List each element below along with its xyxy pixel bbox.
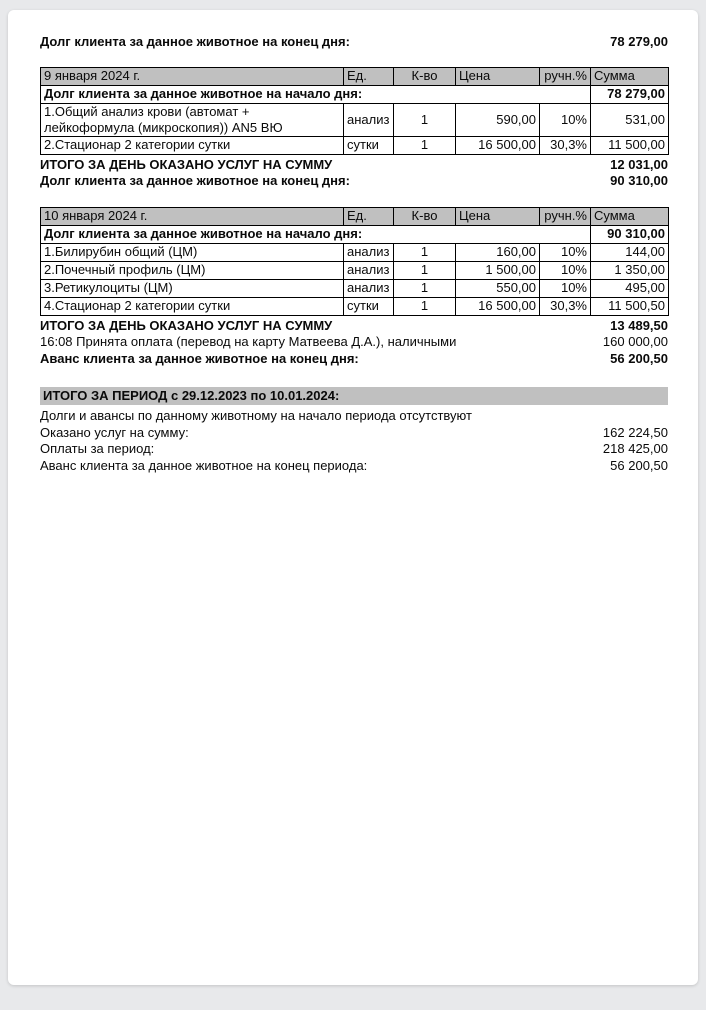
day-total-label: ИТОГО ЗА ДЕНЬ ОКАЗАНО УСЛУГ НА СУММУ bbox=[40, 156, 333, 172]
opening-debt-value: 78 279,00 bbox=[591, 85, 669, 103]
cell-sum: 531,00 bbox=[591, 103, 669, 136]
day-2-totals bbox=[40, 318, 668, 367]
day-total-value: 12 031,00 bbox=[610, 156, 668, 172]
day-total-value: 13 489,50 bbox=[610, 317, 668, 333]
service-row bbox=[41, 136, 669, 154]
col-sum: Сумма bbox=[591, 67, 669, 85]
period-advance-value: 56 200,50 bbox=[610, 457, 668, 473]
closing-debt-line bbox=[40, 173, 668, 189]
cell-unit: анализ bbox=[344, 243, 394, 261]
cell-sum: 495,00 bbox=[591, 279, 669, 297]
cell-service-name: 1.Общий анализ крови (автомат + лейкоформула (микроскопия)) AN5 ВЮ bbox=[41, 103, 344, 136]
cell-manual: 30,3% bbox=[540, 136, 591, 154]
payments-total-line bbox=[40, 441, 668, 457]
closing-debt-label: Долг клиента за данное животное на конец дня: bbox=[40, 34, 350, 49]
col-price: Цена bbox=[456, 207, 540, 225]
col-qty: К-во bbox=[394, 67, 456, 85]
cell-price: 590,00 bbox=[456, 103, 540, 136]
cell-unit: сутки bbox=[344, 297, 394, 315]
screenshot-root bbox=[0, 10, 706, 1010]
cell-service-name: 3.Ретикулоциты (ЦМ) bbox=[41, 279, 344, 297]
cell-service-name: 4.Стационар 2 категории сутки bbox=[41, 297, 344, 315]
document-page bbox=[8, 10, 698, 985]
cell-manual: 10% bbox=[540, 103, 591, 136]
cell-manual: 10% bbox=[540, 243, 591, 261]
payment-value: 160 000,00 bbox=[602, 334, 668, 349]
period-summary bbox=[40, 387, 668, 473]
report-content bbox=[40, 34, 668, 473]
col-qty: К-во bbox=[394, 207, 456, 225]
col-unit: Ед. bbox=[344, 67, 394, 85]
day-total-line bbox=[40, 318, 668, 334]
cell-service-name: 2.Стационар 2 категории сутки bbox=[41, 136, 344, 154]
cell-price: 160,00 bbox=[456, 243, 540, 261]
period-advance-line bbox=[40, 458, 668, 474]
cell-sum: 1 350,00 bbox=[591, 261, 669, 279]
closing-debt-value: 78 279,00 bbox=[610, 34, 668, 49]
cell-qty: 1 bbox=[394, 136, 456, 154]
cell-sum: 11 500,00 bbox=[591, 136, 669, 154]
services-total-line bbox=[40, 425, 668, 441]
cell-price: 1 500,00 bbox=[456, 261, 540, 279]
cell-price: 16 500,00 bbox=[456, 297, 540, 315]
cell-manual: 10% bbox=[540, 261, 591, 279]
table-header-row bbox=[41, 207, 669, 225]
advance-value: 56 200,50 bbox=[610, 350, 668, 366]
opening-debt-row bbox=[41, 225, 669, 243]
services-total-value: 162 224,50 bbox=[602, 424, 668, 440]
cell-service-name: 2.Почечный профиль (ЦМ) bbox=[41, 261, 344, 279]
cell-price: 550,00 bbox=[456, 279, 540, 297]
cell-qty: 1 bbox=[394, 243, 456, 261]
day-1-totals bbox=[40, 157, 668, 189]
opening-debt-value: 90 310,00 bbox=[591, 225, 669, 243]
service-row bbox=[41, 261, 669, 279]
col-price: Цена bbox=[456, 67, 540, 85]
closing-debt-value: 90 310,00 bbox=[610, 173, 668, 188]
service-row bbox=[41, 103, 669, 136]
col-unit: Ед. bbox=[344, 207, 394, 225]
table-header-row bbox=[41, 67, 669, 85]
date-header: 10 января 2024 г. bbox=[41, 207, 344, 225]
period-advance-label: Аванс клиента за данное животное на конец периода: bbox=[40, 457, 368, 473]
services-total-label: Оказано услуг на сумму: bbox=[40, 424, 189, 440]
closing-debt-line bbox=[40, 34, 668, 50]
cell-manual: 10% bbox=[540, 279, 591, 297]
cell-sum: 11 500,50 bbox=[591, 297, 669, 315]
payment-line bbox=[40, 334, 668, 350]
cell-unit: сутки bbox=[344, 136, 394, 154]
opening-debt-row bbox=[41, 85, 669, 103]
date-header: 9 января 2024 г. bbox=[41, 67, 344, 85]
col-sum: Сумма bbox=[591, 207, 669, 225]
cell-sum: 144,00 bbox=[591, 243, 669, 261]
payment-label: 16:08 Принята оплата (перевод на карту Матвеева Д.А.), наличными bbox=[40, 334, 457, 349]
cell-unit: анализ bbox=[344, 261, 394, 279]
closing-debt-label: Долг клиента за данное животное на конец дня: bbox=[40, 173, 350, 188]
cell-manual: 30,3% bbox=[540, 297, 591, 315]
opening-debt-label: Долг клиента за данное животное на начало дня: bbox=[41, 225, 591, 243]
cell-qty: 1 bbox=[394, 103, 456, 136]
day-table-1 bbox=[40, 67, 669, 155]
period-header-bar: ИТОГО ЗА ПЕРИОД с 29.12.2023 по 10.01.2024: bbox=[40, 387, 668, 405]
cell-price: 16 500,00 bbox=[456, 136, 540, 154]
period-note: Долги и авансы по данному животному на начало периода отсутствуют bbox=[40, 408, 472, 423]
service-row bbox=[41, 279, 669, 297]
col-manual: ручн.% bbox=[540, 207, 591, 225]
cell-unit: анализ bbox=[344, 279, 394, 297]
cell-qty: 1 bbox=[394, 261, 456, 279]
cell-qty: 1 bbox=[394, 279, 456, 297]
payments-total-label: Оплаты за период: bbox=[40, 441, 155, 456]
day-total-line bbox=[40, 157, 668, 173]
service-row bbox=[41, 243, 669, 261]
opening-debt-label: Долг клиента за данное животное на начало дня: bbox=[41, 85, 591, 103]
advance-line bbox=[40, 351, 668, 367]
day-total-label: ИТОГО ЗА ДЕНЬ ОКАЗАНО УСЛУГ НА СУММУ bbox=[40, 317, 333, 333]
cell-unit: анализ bbox=[344, 103, 394, 136]
service-row bbox=[41, 297, 669, 315]
payments-total-value: 218 425,00 bbox=[602, 441, 668, 456]
col-manual: ручн.% bbox=[540, 67, 591, 85]
day-table-2 bbox=[40, 207, 669, 316]
cell-qty: 1 bbox=[394, 297, 456, 315]
advance-label: Аванс клиента за данное животное на конец дня: bbox=[40, 350, 359, 366]
cell-service-name: 1.Билирубин общий (ЦМ) bbox=[41, 243, 344, 261]
